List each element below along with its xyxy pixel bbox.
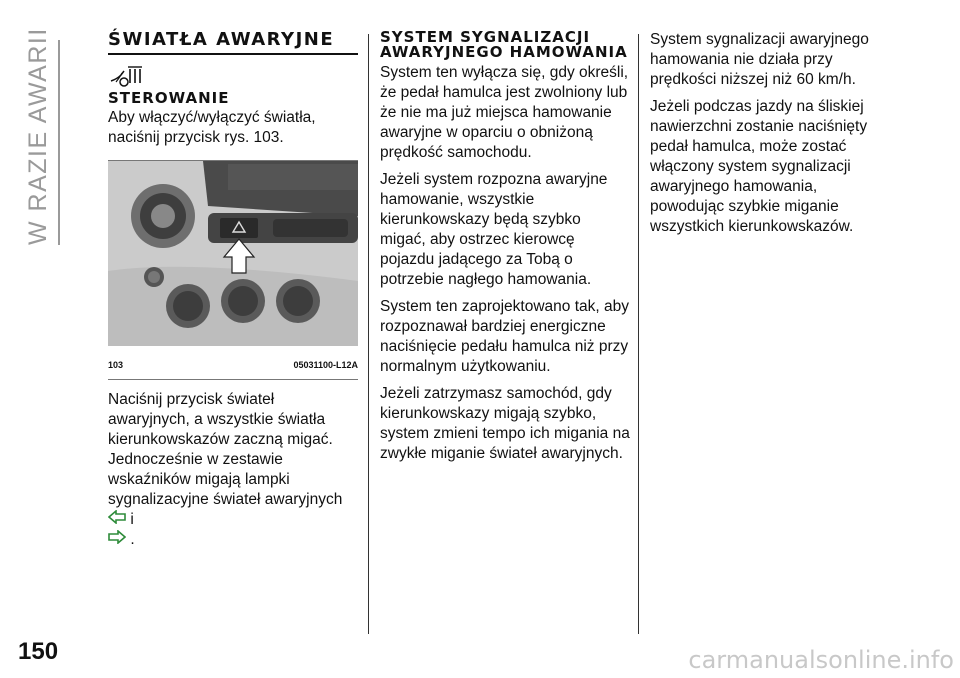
sentence-end: . [130,531,135,549]
section-title: ŚWIATŁA AWARYJNE [108,30,358,55]
paragraph: System ten wyłącza się, gdy określi, że pedał hamulca jest zwolniony lub że nie ma już miejsca hamowanie awaryjne w oparciu o obniżoną prędkość samochodu. [380,64,629,161]
page-number: 150 [18,638,59,665]
paragraph: Jeżeli podczas jazdy na śliskiej nawierzchni zostanie naciśnięty pedał hamulca, może zostać włączony system sygnalizacji awaryjnego hamowania, powodując szybkie miganie wszystkich kierunkowskazów. [650,98,868,235]
connector-word: i [130,511,134,529]
site-watermark: carmanualsonline.info [688,646,954,674]
body-text [108,390,358,550]
figure-code: 05031100-L12A [293,360,358,370]
subsection-title: STEROWANIE [108,89,230,107]
column-divider [638,34,639,634]
paragraph: System sygnalizacji awaryjnego hamowania nie działa przy prędkości niższej niż 60 km/h. [650,31,869,88]
column-divider [368,34,369,634]
hazard-lights-icon [108,63,358,91]
side-tab-rule [58,40,60,245]
paragraph: System ten zaprojektowano tak, aby rozpoznawał bardziej energiczne naciśnięcie pedału hamulca niż przy normalnym użytkowaniu. [380,298,629,375]
column-emergency-brake-signal [380,30,630,471]
section-title: SYSTEM SYGNALIZACJI AWARYJNEGO HAMOWANIA [380,28,628,61]
column-hazard-lights [108,30,358,557]
figure-caption [108,352,358,380]
left-arrow-indicator-icon [108,510,126,530]
figure-dashboard-photo [108,160,358,346]
paragraph: Jeżeli zatrzymasz samochód, gdy kierunkowskazy migają szybko, system zmieni tempo ich migania na zwykłe miganie świateł awaryjnych. [380,385,630,462]
figure-number: 103 [108,360,124,370]
section-tab-label: W RAZIE AWARII [24,27,52,245]
intro-text: Aby włączyć/wyłączyć światła, naciśnij przycisk rys. 103. [108,109,316,146]
right-arrow-indicator-icon [108,530,126,550]
column-continuation [650,30,890,244]
paragraph: Jeżeli system rozpozna awaryjne hamowanie, wszystkie kierunkowskazy będą szybko migać, aby ostrzec kierowcę pojazdu jadącego za Tobą o potrzebie nagłego hamowania. [380,171,608,288]
body-sentence: Naciśnij przycisk świateł awaryjnych, a wszystkie światła kierunkowskazów zaczną migać. Jednocześnie w zestawie wskaźników migają lampki sygnalizacyjne świateł awaryjnych [108,391,343,508]
section-side-tab [20,27,70,245]
